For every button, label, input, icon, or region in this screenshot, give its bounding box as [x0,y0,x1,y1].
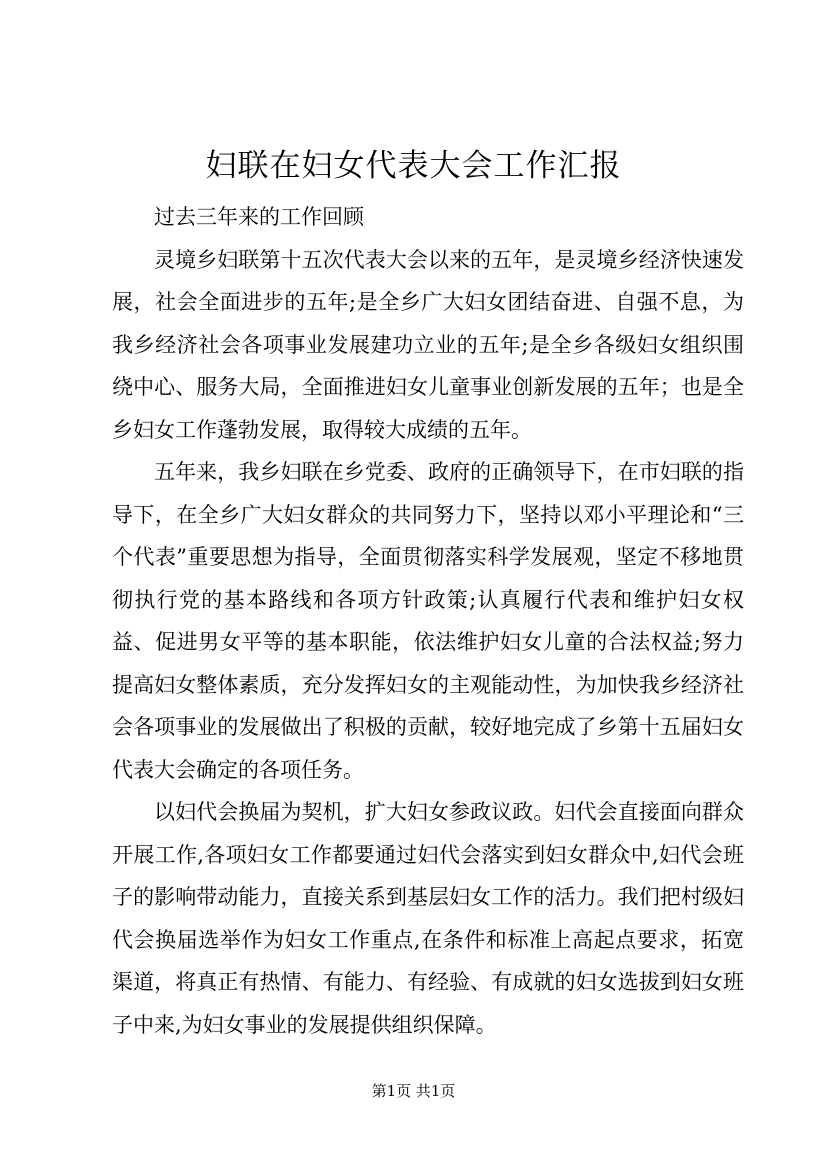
document-body [112,196,744,1046]
paragraph: 以妇代会换届为契机，扩大妇女参政议政。妇代会直接面向群众开展工作,各项妇女工作都要通过妇代会落实到妇女群众中,妇代会班子的影响带动能力，直接关系到基层妇女工作的活力。我们把村级妇代会换届选举作为妇女工作重点,在条件和标准上高起点要求，拓宽渠道，将真正有热情、有能力、有经验、有成就的妇女选拔到妇女班子中来,为妇女事业的发展提供组织保障。 [112,800,744,1037]
document-title: 妇联在妇女代表大会工作汇报 [205,148,622,184]
paragraph: 五年来，我乡妇联在乡党委、政府的正确领导下，在市妇联的指导下，在全乡广大妇女群众的共同努力下，坚持以邓小平理论和“三个代表”重要思想为指导，全面贯彻落实科学发展观，坚定不移地贯彻执行党的基本路线和各项方针政策;认真履行代表和维护妇女权益、促进男女平等的基本职能，依法维护妇女儿童的合法权益;努力提高妇女整体素质，充分发挥妇女的主观能动性，为加快我乡经济社会各项事业的发展做出了积极的贡献，较好地完成了乡第十五届妇女代表大会确定的各项任务。 [112,460,744,782]
section-heading: 过去三年来的工作回顾 [154,205,364,229]
paragraph: 灵境乡妇联第十五次代表大会以来的五年，是灵境乡经济快速发展，社会全面进步的五年;是全乡广大妇女团结奋进、自强不息，为我乡经济社会各项事业发展建功立业的五年;是全乡各级妇女组织围绕中心、服务大局，全面推进妇女儿童事业创新发展的五年；也是全乡妇女工作蓬勃发展，取得较大成绩的五年。 [112,247,744,442]
page-footer: 第1页 共1页 [371,1082,456,1100]
